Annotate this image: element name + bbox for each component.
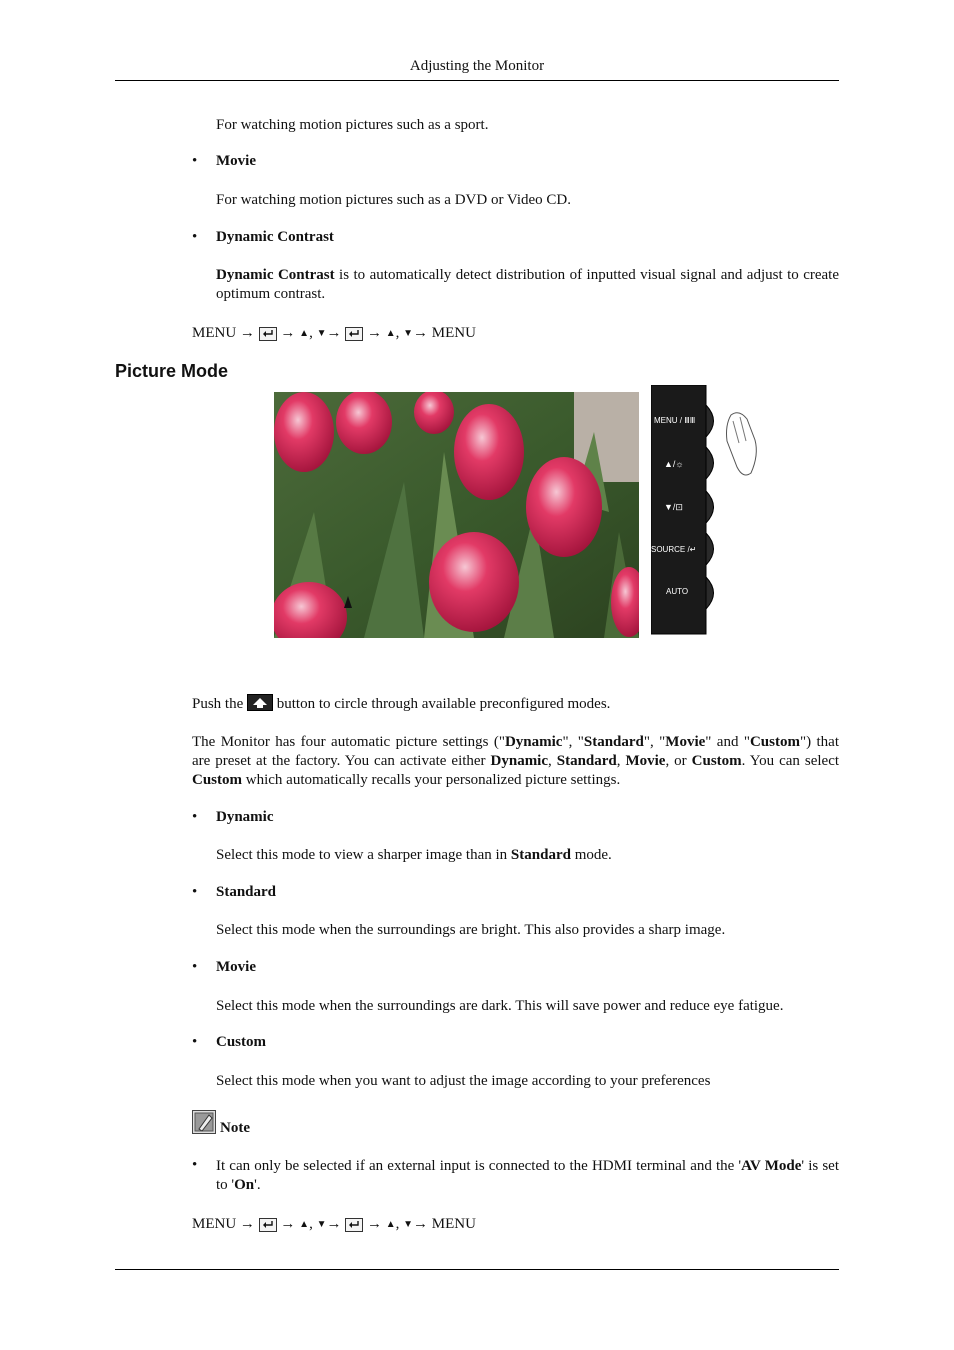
bullet: • xyxy=(192,153,198,169)
up-arrow-icon: ▲ xyxy=(385,328,396,340)
header-divider xyxy=(115,80,839,81)
enter-key-icon xyxy=(259,327,277,341)
bullet: • xyxy=(192,809,198,825)
note-icon xyxy=(192,1110,216,1134)
dynamic-contrast-label: Dynamic Contrast xyxy=(216,229,334,245)
dynamic-description: Select this mode to view a sharper image than in Standard mode. xyxy=(216,847,612,863)
up-arrow-icon: ▲ xyxy=(299,1219,310,1231)
bullet: • xyxy=(192,1034,198,1050)
bullet: • xyxy=(192,959,198,975)
arrow-icon: → xyxy=(366,325,382,342)
dynamic-label: Dynamic xyxy=(216,809,274,825)
panel-button-up-label: ▲/☼ xyxy=(664,459,684,469)
dynamic-contrast-text: is to automatically detect distribution of inputted visual signal and adjust to create optimum contrast. xyxy=(216,267,839,302)
down-arrow-icon: ▼ xyxy=(403,328,414,340)
menu-navigation-sequence xyxy=(192,1215,476,1234)
panel-button-down-label: ▼/⊡ xyxy=(664,502,683,512)
bullet: • xyxy=(192,1157,198,1173)
enter-key-icon xyxy=(259,1218,277,1232)
arrow-icon: → xyxy=(280,325,296,342)
enter-key-icon xyxy=(345,327,363,341)
arrow-icon: → xyxy=(413,1216,429,1233)
note-label: Note xyxy=(220,1120,250,1136)
dynamic-contrast-description xyxy=(216,266,839,304)
push-text-after: button to circle through available preconfigured modes. xyxy=(273,696,611,712)
arrow-icon: → xyxy=(326,1216,342,1233)
menu-navigation-sequence xyxy=(192,324,476,343)
comma-text: , xyxy=(309,325,313,342)
movie-label: Movie xyxy=(216,153,256,169)
comma-text: , xyxy=(395,1216,400,1233)
movie-mode-label: Movie xyxy=(216,959,256,975)
bullet: • xyxy=(192,884,198,900)
menu-text: MENU xyxy=(431,325,476,342)
menu-text: MENU xyxy=(192,1216,237,1233)
down-arrow-icon: ▼ xyxy=(403,1219,414,1231)
arrow-icon: → xyxy=(326,325,342,342)
picture-mode-button-icon xyxy=(247,694,273,711)
up-arrow-icon: ▲ xyxy=(299,328,310,340)
footer-divider xyxy=(115,1269,839,1270)
arrow-icon: → xyxy=(239,1216,255,1233)
note-text: It can only be selected if an external input is connected to the HDMI terminal and the 'AV Mode' is set to 'On'. xyxy=(216,1158,839,1193)
tulip-photo xyxy=(274,392,639,638)
arrow-icon: → xyxy=(366,1216,382,1233)
menu-text: MENU xyxy=(431,1216,476,1233)
comma-text: , xyxy=(309,1216,313,1233)
bullet: • xyxy=(192,229,198,245)
section-title: Picture Mode xyxy=(115,361,229,381)
picture-settings-paragraph: The Monitor has four automatic picture settings ("Dynamic", "Standard", "Movie" and "Custom") that are preset at the factory. You can activate either Dynamic, Standard, Movie, or Custom. You can select Custom which automatically recalls your personalized picture settings. xyxy=(192,734,840,788)
arrow-icon: → xyxy=(413,325,429,342)
panel-button-auto-label: AUTO xyxy=(666,587,689,596)
page-header-title: Adjusting the Monitor xyxy=(409,58,545,74)
up-arrow-icon: ▲ xyxy=(385,1219,396,1231)
down-arrow-icon: ▼ xyxy=(316,1219,327,1231)
panel-button-menu-label: MENU / ⅢⅢ xyxy=(654,416,696,425)
push-button-instruction xyxy=(192,694,839,714)
push-text-before: Push the xyxy=(192,696,248,712)
movie-mode-description: Select this mode when the surroundings are dark. This will save power and reduce eye fatigue. xyxy=(216,998,784,1014)
custom-label: Custom xyxy=(216,1034,267,1050)
panel-button-source-label: SOURCE /↵ xyxy=(651,545,697,554)
arrow-icon: → xyxy=(239,325,255,342)
comma-text: , xyxy=(395,325,400,342)
enter-key-icon xyxy=(345,1218,363,1232)
dynamic-contrast-term: Dynamic Contrast xyxy=(216,267,335,283)
menu-text: MENU xyxy=(192,325,237,342)
down-arrow-icon: ▼ xyxy=(316,328,327,340)
standard-description: Select this mode when the surroundings are bright. This also provides a sharp image. xyxy=(216,922,726,938)
movie-description: For watching motion pictures such as a DVD or Video CD. xyxy=(216,192,572,208)
standard-label: Standard xyxy=(216,884,277,900)
arrow-icon: → xyxy=(280,1216,296,1233)
custom-description: Select this mode when you want to adjust the image according to your preferences xyxy=(216,1073,711,1089)
sport-description: For watching motion pictures such as a sport. xyxy=(216,117,489,133)
